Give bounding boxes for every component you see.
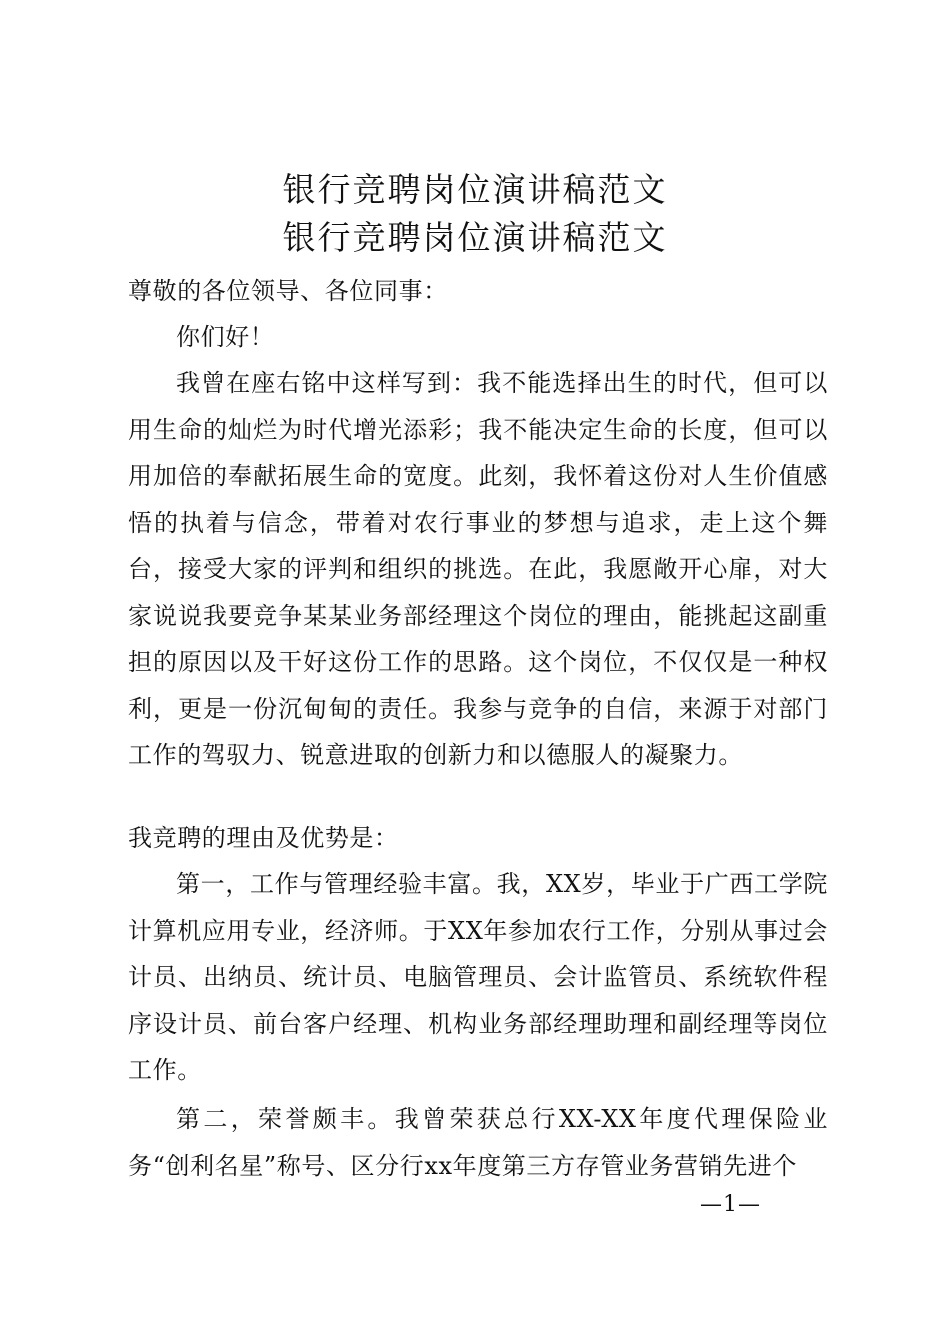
page-number: —1—: [700, 1192, 761, 1217]
paragraph-intro: 我曾在座右铭中这样写到：我不能选择出生的时代，但可以用生命的灿烂为时代增光添彩；我不能决定生命的长度，但可以用加倍的奉献拓展生命的宽度。此刻，我怀着这份对人生价值感悟的执着与信念，带着对农行事业的梦想与追求，走上这个舞台，接受大家的评判和组织的挑选。在此，我愿敞开心扉，对大家说说我要竞争某某业务部经理这个岗位的理由，能挑起这副重担的原因以及干好这份工作的思路。这个岗位，不仅仅是一种权利，更是一份沉甸甸的责任。我参与竞争的自信，来源于对部门工作的驾驭力、锐意进取的创新力和以德服人的凝聚力。: [128, 369, 828, 769]
paragraph-honors: 第二，荣誉颇丰。我曾荣获总行XX-XX年度代理保险业务“创利名星”称号、区分行xx年度第三方存管业务营销先进个: [128, 1105, 828, 1180]
document-subtitle: 银行竞聘岗位演讲稿范文: [282, 218, 668, 257]
paragraph-experience: 第一，工作与管理经验丰富。我，XX岁，毕业于广西工学院计算机应用专业，经济师。于XX年参加农行工作，分别从事过会计员、出纳员、统计员、电脑管理员、会计监管员、系统软件程序设计员、前台客户经理、机构业务部经理助理和副经理等岗位工作。: [128, 870, 828, 1084]
document-title: 银行竞聘岗位演讲稿范文: [282, 170, 668, 209]
salutation: 尊敬的各位领导、各位同事：: [128, 277, 448, 305]
reasons-heading: 我竞聘的理由及优势是：: [128, 824, 399, 852]
greeting: 你们好！: [176, 323, 275, 351]
